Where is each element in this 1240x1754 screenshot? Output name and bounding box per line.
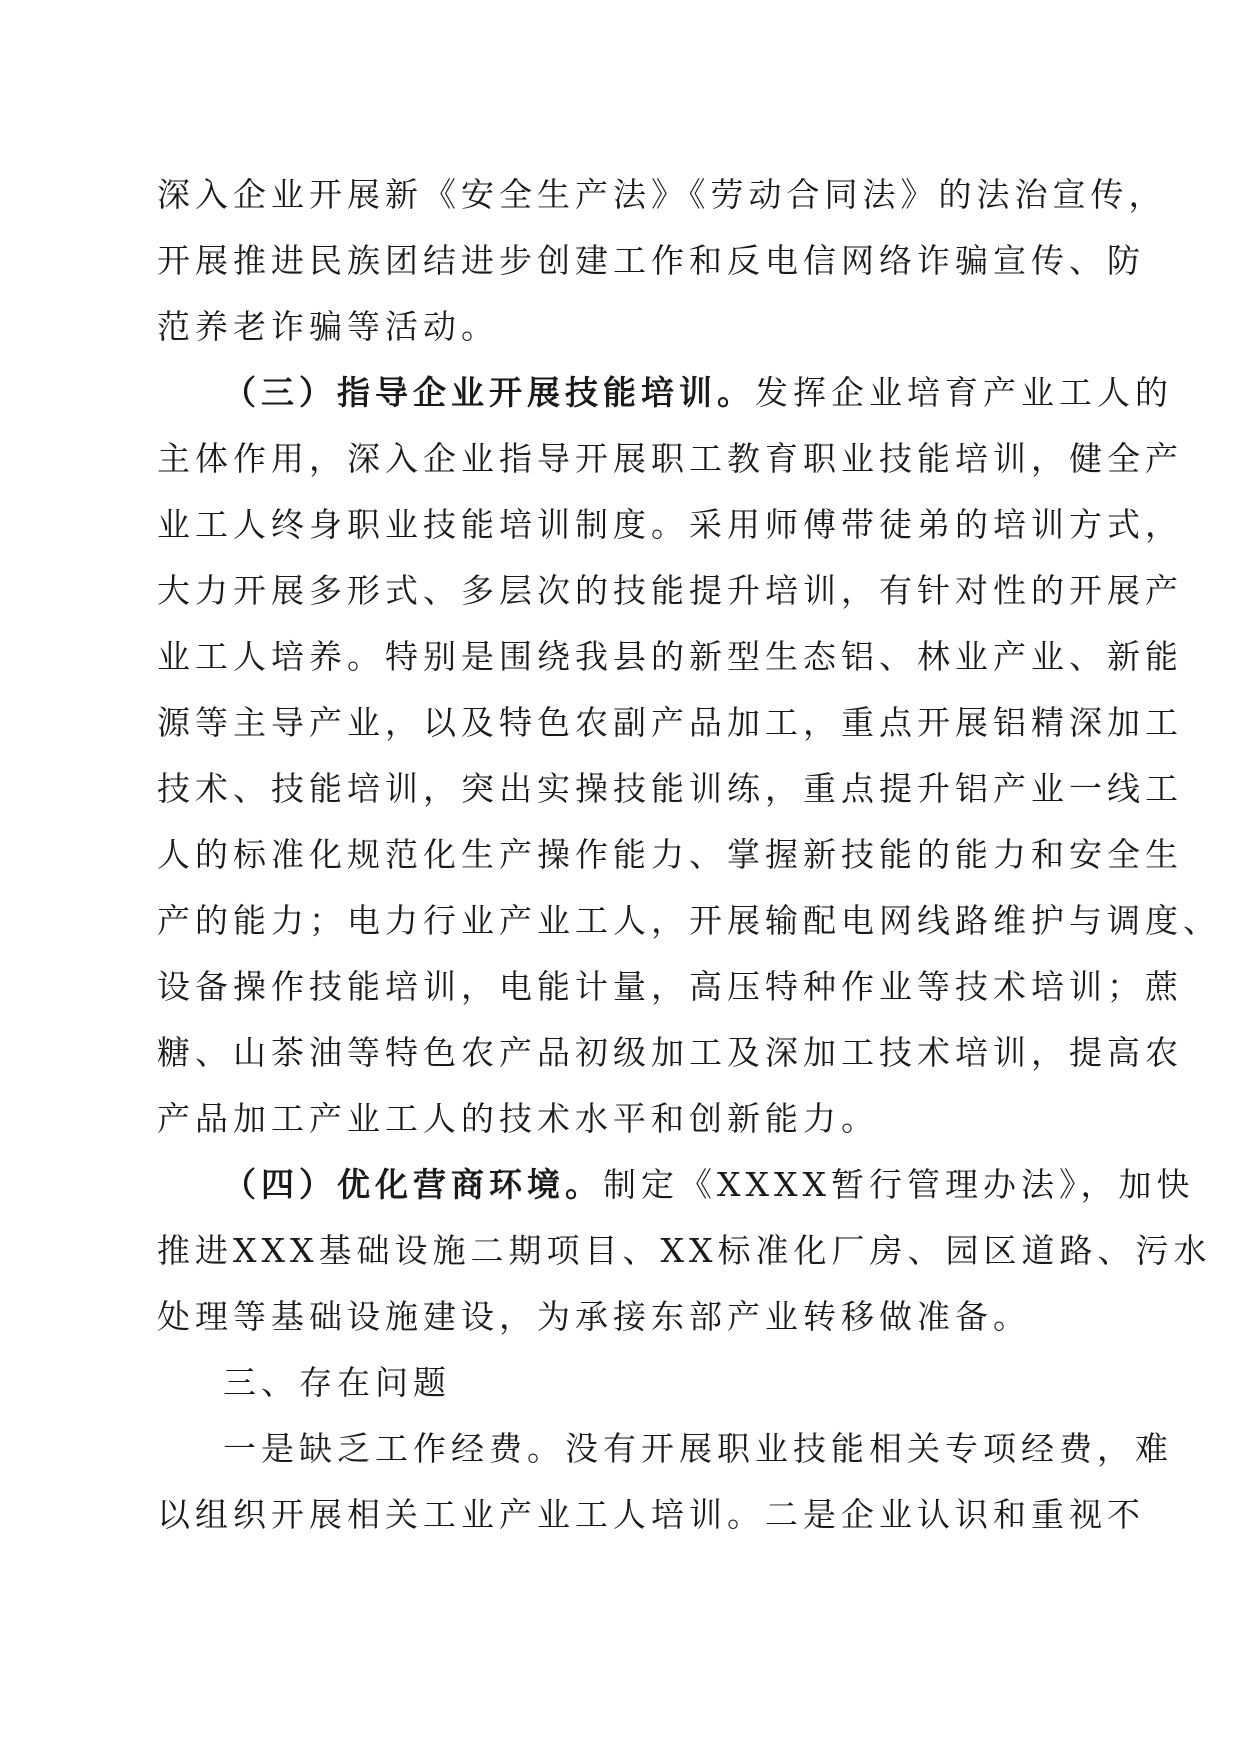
paragraph-line: 源等主导产业，以及特色农副产品加工，重点开展铝精深加工 (157, 703, 1183, 742)
section-heading-bold: （三）指导企业开展技能培训。 (223, 373, 755, 412)
paragraph-line: 业工人终身职业技能培训制度。采用师傅带徒弟的培训方式， (157, 505, 1183, 544)
section-heading-line (223, 360, 1173, 426)
paragraph-line: 处理等基础设施建设，为承接东部产业转移做准备。 (157, 1297, 1031, 1336)
paragraph-line: 技术、技能培训，突出实操技能训练，重点提升铝产业一线工 (157, 769, 1183, 808)
paragraph-line: 业工人培养。特别是围绕我县的新型生态铝、林业产业、新能 (157, 637, 1183, 676)
paragraph-line: 大力开展多形式、多层次的技能提升培训，有针对性的开展产 (157, 571, 1183, 610)
paragraph-line: 范养老诈骗等活动。 (157, 307, 499, 346)
chapter-heading: 三、存在问题 (223, 1363, 451, 1402)
paragraph-line: 一是缺乏工作经费。没有开展职业技能相关专项经费，难 (223, 1429, 1173, 1468)
paragraph-line: 设备操作技能培训，电能计量，高压特种作业等技术培训；蔗 (157, 967, 1183, 1006)
paragraph-line: 产的能力；电力行业产业工人，开展输配电网线路维护与调度、 (157, 901, 1221, 940)
paragraph-line: 以组织开展相关工业产业工人培训。二是企业认识和重视不 (157, 1495, 1145, 1534)
paragraph-line: 深入企业开展新《安全生产法》《劳动合同法》的法治宣传， (157, 175, 1167, 214)
paragraph-line: 开展推进民族团结进步创建工作和反电信网络诈骗宣传、防 (157, 241, 1145, 280)
paragraph-line: 主体作用，深入企业指导开展职工教育职业技能培训，健全产 (157, 439, 1183, 478)
section-heading-line (223, 1152, 1195, 1218)
section-heading-bold: （四）优化营商环境。 (223, 1165, 603, 1204)
paragraph-line: 产品加工产业工人的技术水平和创新能力。 (157, 1099, 879, 1138)
paragraph-line: 人的标准化规范化生产操作能力、掌握新技能的能力和安全生 (157, 835, 1183, 874)
section-heading-text: 发挥企业培育产业工人的 (755, 373, 1173, 412)
paragraph-line: 糖、山茶油等特色农产品初级加工及深加工技术培训，提高农 (157, 1033, 1183, 1072)
paragraph-line: 推进XXX基础设施二期项目、XX标准化厂房、园区道路、污水 (157, 1231, 1212, 1270)
section-heading-text: 制定《XXXX暂行管理办法》，加快 (603, 1165, 1195, 1204)
